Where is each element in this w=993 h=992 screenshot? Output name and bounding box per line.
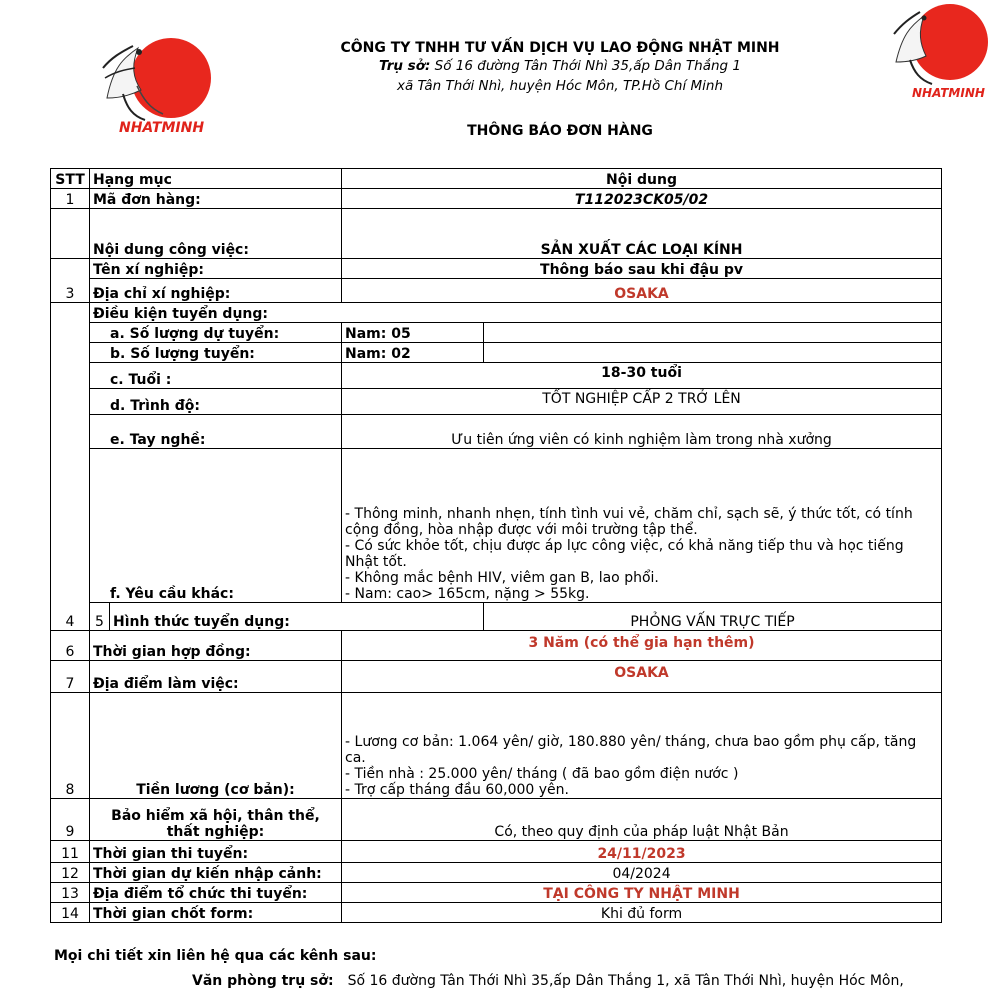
table-row: [51, 693, 942, 799]
label-line: Bảo hiểm xã hội, thân thể,: [111, 808, 320, 824]
table-row: [51, 389, 942, 415]
row-value: TỐT NGHIỆP CẤP 2 TRỞ LÊN: [342, 389, 942, 415]
table-row: [51, 363, 942, 389]
table-row: [51, 603, 942, 631]
requirement-line: cộng đồng, hòa nhập được với môi trường tập thể.: [345, 522, 698, 538]
order-table: [50, 168, 942, 923]
col-header-item: Hạng mục: [90, 169, 342, 189]
col-header-content: Nội dung: [342, 169, 942, 189]
table-row: [51, 631, 942, 661]
row-label: d. Trình độ:: [90, 389, 342, 415]
row-label: Mã đơn hàng:: [90, 189, 342, 209]
row-value: OSAKA: [342, 279, 942, 303]
table-row: [51, 799, 942, 841]
row-label: Địa chỉ xí nghiệp:: [90, 279, 342, 303]
table-row: [51, 903, 942, 923]
row-value: 3 Năm (có thể gia hạn thêm): [342, 631, 942, 661]
table-header-row: [51, 169, 942, 189]
company-address-line2: xã Tân Thới Nhì, huyện Hóc Môn, TP.Hồ Chí Minh: [396, 78, 724, 94]
table-row: [51, 661, 942, 693]
other-requirements: [342, 449, 942, 603]
row-stt: 6: [51, 631, 90, 661]
row-stt: 1: [51, 189, 90, 209]
row-value: OSAKA: [342, 661, 942, 693]
row-value: SẢN XUẤT CÁC LOẠI KÍNH: [342, 209, 942, 259]
row-label: a. Số lượng dự tuyển:: [90, 323, 342, 343]
requirement-line: Nhật tốt.: [345, 554, 407, 570]
row-value: Ưu tiên ứng viên có kinh nghiệm làm trong nhà xưởng: [342, 415, 942, 449]
empty-cell: [484, 343, 942, 363]
row-value: Nam: 05: [342, 323, 484, 343]
row-value: 18-30 tuổi: [342, 363, 942, 389]
logo-text: NHATMINH: [912, 86, 985, 100]
empty-cell: [484, 323, 942, 343]
table-row: [51, 189, 942, 209]
row-value: 04/2024: [342, 863, 942, 883]
row-label: Địa điểm làm việc:: [90, 661, 342, 693]
row-value: Nam: 02: [342, 343, 484, 363]
row-value: Khi đủ form: [342, 903, 942, 923]
table-row: [51, 303, 942, 323]
label-line: thất nghiệp:: [166, 824, 265, 840]
row-stt: 13: [51, 883, 90, 903]
row-stt: [51, 209, 90, 259]
row-label: Điều kiện tuyển dụng:: [90, 303, 942, 323]
row-stt: 4: [51, 303, 90, 631]
row-stt: 12: [51, 863, 90, 883]
row-stt: 9: [51, 799, 90, 841]
row-label: Tiền lương (cơ bản):: [90, 693, 342, 799]
office-address: [192, 973, 904, 989]
order-code: T112023CK05/02: [342, 189, 942, 209]
address-text: Số 16 đường Tân Thới Nhì 35,ấp Dân Thắng 1: [430, 58, 742, 74]
row-value: TẠI CÔNG TY NHẬT MINH: [342, 883, 942, 903]
table-row: [51, 209, 942, 259]
requirement-line: - Nam: cao> 165cm, nặng > 55kg.: [345, 586, 590, 602]
salary-line: - Tiền nhà : 25.000 yên/ tháng ( đã bao gồm điện nước ): [345, 766, 739, 782]
address-label: Trụ sở:: [378, 58, 431, 74]
table-row: [51, 279, 942, 303]
company-address-line1: [250, 58, 870, 74]
row-stt: 3: [51, 259, 90, 303]
row-label: f. Yêu cầu khác:: [90, 449, 342, 603]
row-label: [90, 799, 342, 841]
row-label: Nội dung công việc:: [90, 209, 342, 259]
row-label: e. Tay nghề:: [90, 415, 342, 449]
row-stt: 11: [51, 841, 90, 863]
salary-line: ca.: [345, 750, 366, 766]
contact-intro: Mọi chi tiết xin liên hệ qua các kênh sau:: [54, 948, 377, 964]
table-row: [51, 883, 942, 903]
company-logo-right: [888, 0, 993, 104]
row-value: Có, theo quy định của pháp luật Nhật Bản: [342, 799, 942, 841]
row-label: Thời gian hợp đồng:: [90, 631, 342, 661]
requirement-line: - Không mắc bệnh HIV, viêm gan B, lao phổi.: [345, 570, 659, 586]
row-stt: 14: [51, 903, 90, 923]
row-label: b. Số lượng tuyển:: [90, 343, 342, 363]
row-stt: 7: [51, 661, 90, 693]
salary-line: - Lương cơ bản: 1.064 yên/ giờ, 180.880 yên/ tháng, chưa bao gồm phụ cấp, tăng: [345, 734, 917, 750]
row-label: Thời gian thi tuyển:: [90, 841, 342, 863]
table-row: [51, 863, 942, 883]
table-row: [51, 415, 942, 449]
office-value: Số 16 đường Tân Thới Nhì 35,ấp Dân Thắng 1, xã Tân Thới Nhì, huyện Hóc Môn,: [347, 973, 904, 989]
row-label: Địa điểm tổ chức thi tuyển:: [90, 883, 342, 903]
row-stt: 5: [90, 603, 110, 631]
row-label: Thời gian chốt form:: [90, 903, 342, 923]
row-label: c. Tuổi :: [90, 363, 342, 389]
col-header-stt: STT: [51, 169, 90, 189]
row-stt: 8: [51, 693, 90, 799]
table-row: [51, 323, 942, 343]
company-name: CÔNG TY TNHH TƯ VẤN DỊCH VỤ LAO ĐỘNG NHẬT MINH: [340, 40, 780, 56]
requirement-line: - Thông minh, nhanh nhẹn, tính tình vui vẻ, chăm chỉ, sạch sẽ, ý thức tốt, có tính: [345, 506, 913, 522]
row-label: Thời gian dự kiến nhập cảnh:: [90, 863, 342, 883]
table-row: [51, 343, 942, 363]
logo-text: NHATMINH: [119, 120, 205, 136]
row-value: Thông báo sau khi đậu pv: [342, 259, 942, 279]
table-row: [51, 449, 942, 603]
row-value: PHỎNG VẤN TRỰC TIẾP: [484, 603, 942, 631]
document-title: THÔNG BÁO ĐƠN HÀNG: [467, 123, 653, 139]
requirement-line: - Có sức khỏe tốt, chịu được áp lực công việc, có khả năng tiếp thu và học tiếng: [345, 538, 904, 554]
table-row: [51, 841, 942, 863]
row-label: Hình thức tuyển dụng:: [110, 603, 484, 631]
salary-details: [342, 693, 942, 799]
table-row: [51, 259, 942, 279]
company-logo-left: [93, 28, 233, 140]
salary-line: - Trợ cấp tháng đầu 60,000 yên.: [345, 782, 569, 798]
row-value: 24/11/2023: [342, 841, 942, 863]
office-label: Văn phòng trụ sở:: [192, 973, 334, 989]
row-label: Tên xí nghiệp:: [90, 259, 342, 279]
